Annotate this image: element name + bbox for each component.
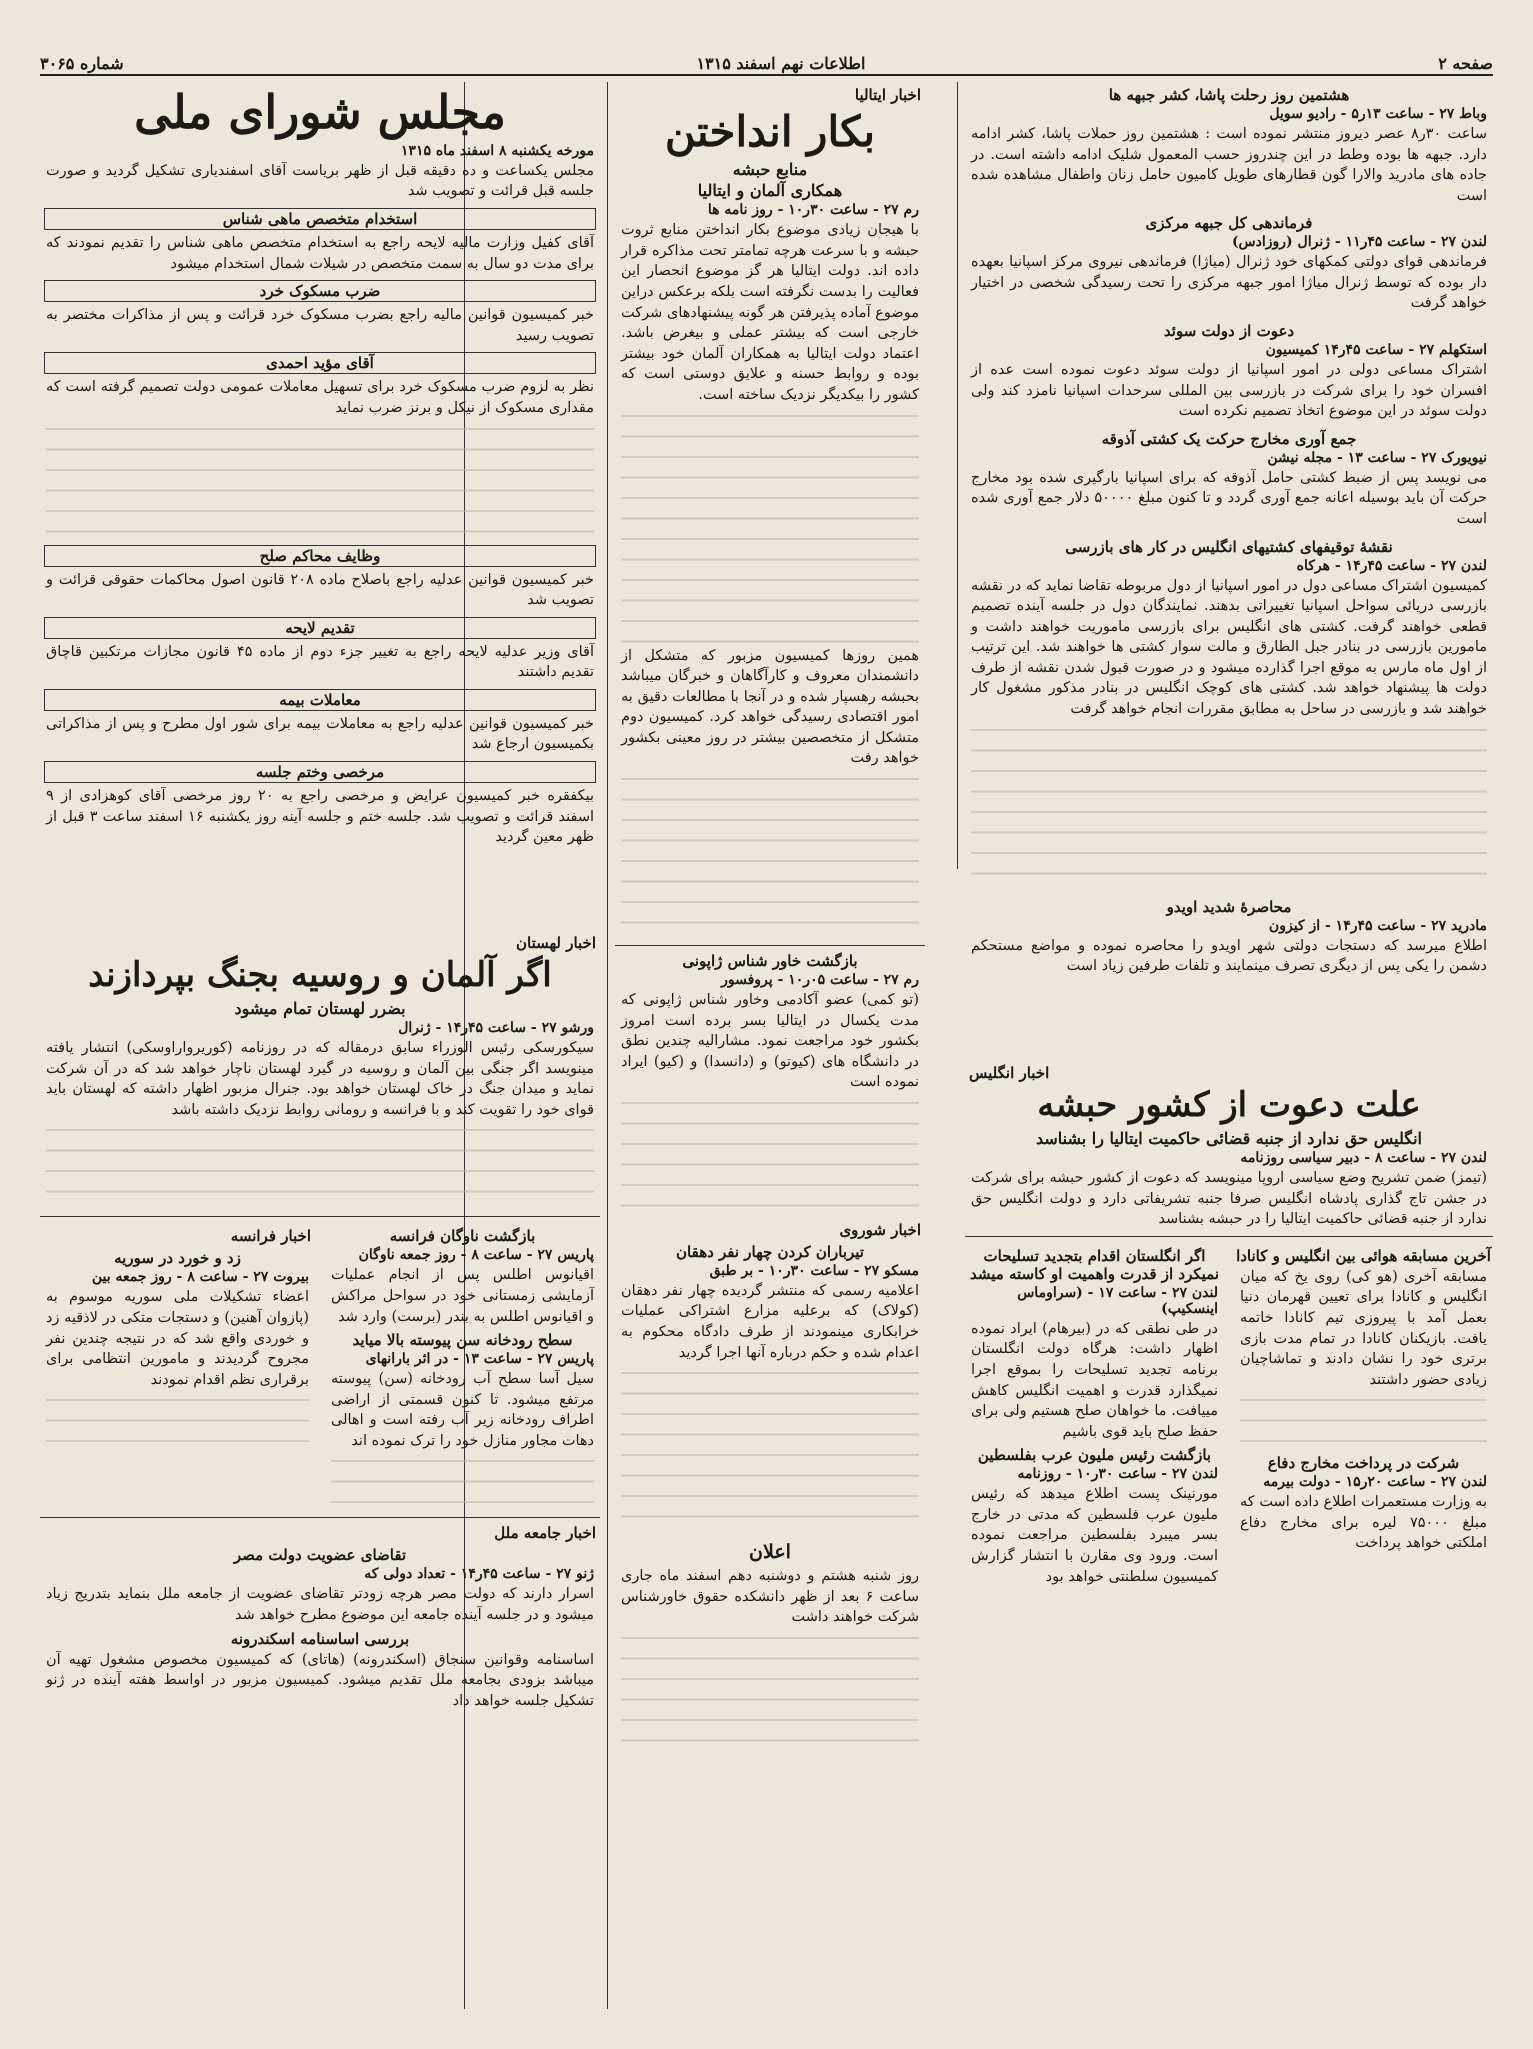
text-lines: [621, 769, 919, 939]
two-column-block: [40, 1223, 600, 1511]
article-body: اساسنامه وقوانین سنجاق (اسکندرونه) (هاتاى) که کمیسیون مخصوص مشغول تهیه آن میباشد بزودی بجامعه ملل تقدیم میشود. کمیسیون مزبور در اواسط هفته آینده در ژنو تشکیل جلسه خواهد داد: [46, 1651, 594, 1709]
article-dateline: ژنو ۲۷ - ساعت ۴۵ر۱۴ - تعداد دولی که: [364, 1566, 594, 1583]
article-dateline: مسکو ۲۷ - ساعت ۳۰ر۱۰ - بر طبق: [709, 1262, 919, 1279]
article-body: ساعت ۳۰ر۸ عصر دیروز منتشر نموده است : هشتمین روز حملات پاشا، کشر ادامه دارد. جبهه ها بوده وطط در این چندروز حسب المعمول شلیک ادامه داشته است. در جاده های مادرید والارا گون قطارهای طویل کامیون حامل زنان واطفال مشاهده شده است: [971, 126, 1487, 204]
section-kicker: اخبار ایتالیا: [854, 86, 921, 104]
article-body: اسرار دارند که دولت مصر هرچه زودتر تقاضای عضویت از جامعه ملل بنماید بتدریج زیاد میشود و در جلسه آینده جامعه این موضوع مطرح خواهد شد: [46, 1586, 594, 1624]
article-title: زد و خورد در سوریه: [114, 1249, 241, 1268]
article-body: اشتراک مساعی دولی در امور اسپانیا از دولت سوئد دعوت نموده است عده از افسران خود را برای شرکت در بازرسی بین المللی سرحدات اسپانیا نامزد کند ولی دولت سوئد در این موضوع اتخاذ تصمیم نکرده است: [971, 362, 1487, 420]
article-title: بازگشت رئیس ملیون عرب بفلسطین: [977, 1446, 1212, 1465]
section-box: وظایف محاکم صلح: [44, 545, 596, 567]
article-dateline: رم ۲۷ - ساعت ۳۰ر۱۰ - روز نامه ها: [707, 202, 919, 219]
section-box: مرخصی وختم جلسه: [44, 761, 596, 783]
article-dateline: لندن ۲۷ - ساعت ۴۵ر۱۱ - ژنرال (روزادس): [1231, 234, 1487, 251]
article-body: خبر کمیسیون قوانین عدلیه راجع باصلاح ماده ۲۰۸ قانون اصول محاکمات حقوقی قرائت و تصویب شد: [46, 571, 594, 609]
text-lines: [621, 1363, 919, 1533]
paper-dateline: اطلاعات نهم اسفند ۱۳۱۵: [696, 53, 866, 73]
article-dateline: لندن ۲۷ - ساعت ۱۷ - (سراوماس اینسکیپ): [1017, 1284, 1218, 1317]
text-lines: [331, 1451, 594, 1511]
article-body: اعضاء تشکیلات ملی سوریه موسوم به (پازوان آهنین) و دستجات متکی در لاذقیه زد و خوردی واقع شد که در نتیجه چندین نفر مجروح گردیدند و مامورین انتظامی برای برقراری نظم اقدام نمودند: [46, 1289, 309, 1388]
text-lines: [46, 1120, 594, 1210]
article-dateline: لندن ۲۷ - ساعت ۴۵ر۱۴ - هرکاه: [1296, 557, 1487, 574]
notice-title: اعلان: [749, 1541, 791, 1564]
article-title: جمع آوری مخارج حرکت یک کشتی آذوقه: [1101, 429, 1357, 448]
section-kicker: اخبار فرانسه: [230, 1227, 311, 1246]
article-dateline: پاریس ۲۷ - ساعت ۱۳ - در اثر بارانهای: [365, 1351, 594, 1368]
subheadline: بضرر لهستان تمام میشود: [234, 999, 406, 1019]
article-body: آقای کفیل وزارت مالیه لایحه راجع به استخدام متخصص ماهی شناس را تقدیم نمودند که برای مدت دو سال به سمت متخصص در شیلات شمال استخدام میشود: [46, 235, 594, 272]
section-box: استخدام متخصص ماهی شناس: [44, 208, 596, 230]
article-body: اقیانوس اطلس پس از انجام عملیات آزمایشی زمستانی خود در سواحل مراکش و اقیانوس اطلس به بندر (برست) وارد شد: [331, 1267, 594, 1325]
article-body: به وزارت مستعمرات اطلاع داده است که مبلغ ۷۵۰۰۰ لیره برای مخارج دفاع املکتی خواهد پرداخت: [1240, 1494, 1487, 1552]
article-dateline: پاریس ۲۷ - ساعت ۸ - روز جمعه ناوگان: [358, 1247, 594, 1264]
article-title: فرماندهی کل جبهه مرکزی: [1145, 214, 1313, 233]
section-box: آقای مؤید احمدی: [44, 352, 596, 374]
article-body: کمیسیون اشتراک مساعی دول در امور اسپانیا از دول مربوطه تقاضا نماید که در نقشه بازرسی دریائی سواحل اسپانیا تغییراتی بدهند. نمایندگان دول در جلسه آینده تصمیم قطعی خواهند گرفت. کشتی های انگلیس برای بازرسی ماموریت خواهند داشت و مامورین بازرسی در بنادر جبل الطارق و مالت سوار کشتی ها خواهند شد. این ترتیب از اول ماه مارس به موقع اجرا گذارده میشود و در صورت قبول شدن نقشه از طرف دولت ها پیشنهاد خواهد شد. کشتی های کوچک انگلیس در بنادر مذکور مشغول کار خواهند شد و بازرسی در ساحل به مطابق مقررات انجام خواهد گرفت: [971, 577, 1487, 717]
sub-column: [965, 1243, 1224, 1587]
article: [965, 214, 1493, 314]
text-lines: [621, 1093, 919, 1213]
text-lines: [621, 1628, 919, 1748]
article-dateline: مادرید ۲۷ - ساعت ۴۵ر۱۴ - از کیزون: [1268, 917, 1487, 934]
text-lines: [1240, 1390, 1487, 1450]
article-dateline: ورشو ۲۷ - ساعت ۴۵ر۱۴ - ژنرال: [398, 1020, 594, 1037]
article-dateline: لندن ۲۷ - ساعت ۳۰ر۱۰ - روزنامه: [1017, 1466, 1218, 1483]
article-body: (تیمز) ضمن تشریح وضع سیاسی اروپا مینویسد که دعوت از کشور حبشه برای شرکت در جشن تاج گذاری پادشاه انگلیس صرفا جنبه تشریفاتی دارد و دولت انگلیس حق ندارد از جنبه قضائی حاکمیت ایتالیا را در حبشه بشناسد: [971, 1170, 1487, 1228]
article-body: مسابقه آخری (هو کی) روی یخ که میان انگلیس و کانادا برای تعیین قهرمان دنیا بعمل آمد با پیروزی تیم کانادا خاتمه یافت. بازیکنان کانادا در تمام مدت بازی برتری خود را نشان دادند و تماشاچیان زیادی حضور داشتند: [1240, 1268, 1487, 1388]
article-title: محاصرهٔ شدید اویدو: [1166, 897, 1292, 916]
lower-left-section: [40, 930, 600, 2009]
two-column-block: [965, 1243, 1493, 1587]
article-body: می نویسد پس از ضبط کشتی حامل آذوقه که برای اسپانیا بارگیری شده بود مخارج حرکت آن باید بوسیله اعانه جمع آوری گردد و تا کنون مبلغ ۵۰۰۰۰ دلار جمع آوری شده است: [971, 469, 1487, 527]
article: [615, 1243, 925, 1533]
article-dateline: نیویورک ۲۷ - ساعت ۱۳ - مجله نیشن: [1267, 449, 1487, 466]
article-body: سیکورسکی رئیس الوزراء سابق درمقاله که در روزنامه (کوریرواراوسکی) انتشار یافته مینویسد اگر جنگی بین آلمان و روسیه در گیرد لهستان ناچار خواهد شد که در آن شرکت نماید و میدان جنگ در خاک لهستان خواهد بود. جنرال مزبور اظهار داشته که لهستان باید قوای خود را تقویت کند و با فرانسه و رومانی روابط نزدیک داشته باشد: [46, 1040, 594, 1118]
article-title: آخرین مسابقه هوائی بین انگلیس و کانادا: [1236, 1246, 1491, 1265]
article-title: تیرباران کردن چهار نفر دهقان: [676, 1242, 864, 1261]
article-title: هشتمین روز رحلت پاشا، کشر جبهه ها: [1108, 86, 1350, 104]
section-box: تقدیم لایحه: [44, 617, 596, 639]
left-column: [40, 82, 600, 939]
section-box: معاملات بیمه: [44, 689, 596, 711]
article-body: سیل آسا سطح آب رودخانه (سن) پیوسته مرتفع میشود. تا کنون قسمتی از اراضی اطراف رودخانه زیر آب رفته است و اهالی دهات مجاور منازل خود را ترک نموده اند: [331, 1371, 594, 1449]
article-dateline: بیروت ۲۷ - ساعت ۸ - روز جمعه بین: [91, 1269, 309, 1286]
article-dateline: رم ۲۷ - ساعت ۰۵ر۱۰ - پروفسور: [721, 971, 919, 988]
divider: [40, 1517, 600, 1518]
column-rule: [957, 82, 958, 869]
article: [965, 322, 1493, 422]
sub-column: [1234, 1243, 1493, 1587]
article-title: سطح رودخانه سن پیوسته بالا میاید: [352, 1331, 573, 1350]
subheadline: انگلیس حق ندارد از جنبه قضائی حاکمیت ایتالیا را بشناسد: [1035, 1129, 1422, 1149]
headline: مجلس شورای ملی: [134, 85, 506, 139]
article-body: همین روزها کمیسیون مزبور که متشکل از دانشمندان معروف و کارآگاهان و خبرگان میباشد بحبشه رهسپار شده و در آنجا با مطالعات دقیق به امور اقتصادی رسیدگی خواهد کرد. کمیسیون دوم متشکل از متخصصین بیشتر در روز معینی بکشور خواهد رفت: [621, 647, 919, 767]
headline: بکار انداختن: [664, 107, 876, 156]
article-title: بازگشت خاور شناس ژاپونی: [682, 951, 858, 970]
article: [965, 86, 1493, 206]
sub-column: [325, 1223, 600, 1511]
article-body: بیکفقره خبر کمیسیون عرایض و مرخصی راجع به ۲۰ روز مرخصی آقای کوهزادی از ۹ اسفند قرائت و تصویب شد. جلسه ختم و جلسه آینه روز یکشنبه ۱۶ اسفند ساعت ۳ قبل از ظهر معین گردید: [46, 787, 594, 846]
article-dateline: استکهلم ۲۷ - ساعت ۴۵ر۱۴ کمیسیون: [1265, 342, 1487, 359]
article-body: با هیجان زیادی موضوع بکار انداختن منابع ثروت حبشه و با سرعت هرچه تمامتر تحت مذاکره قرار داده اند. دولت ایتالیا هر گز موضوع انحصار این فعالیت را بدست نگرفته است بلکه برعکس دراین موضوع آماده پذیرفتن هر گونه پیشنهادهای شرکت خارجی است که بیشتر عملی و بیغرض باشد. اعتماد دولت ایتالیا به همکاران آلمان خود بیشتر بوده و روابط حسنه و علایق دوستی است که کشور را بیکدیگر نزدیک ساخته است.: [621, 222, 919, 403]
article: [965, 538, 1493, 890]
article-dateline: وباط ۲۷ - ساعت ۱۳ر۵ - رادیو سویل: [1269, 106, 1487, 122]
divider: [965, 1236, 1493, 1237]
article-title: بازگشت ناوگان فرانسه: [389, 1227, 536, 1246]
article-body: خبر کمیسیون قوانین مالیه راجع بضرب مسکوک خرد قرائت و پس از مذاکرات مختصر به تصویب رسید: [46, 307, 594, 344]
article-dateline: لندن ۲۷ - ساعت ۲۰ر۱۵ - دولت بیرمه: [1263, 1474, 1487, 1491]
text-lines: [971, 720, 1487, 890]
article-title: اگر انگلستان اقدام بتجدید تسلیحات نمیکرد از قدرت واهمیت او کاسته میشد: [969, 1246, 1220, 1283]
divider: [40, 1216, 600, 1217]
article-body: (تو کمی) عضو آکادمی وخاور شناس ژاپونی که مدت یکسال در ایتالیا بسر برده است امروز بکشور خود مراجعت نمود. مشارالیه چندین نطق در دانشگاه های (کیوتو) و (دانسدا) و (کیو) ایراد نموده است: [621, 991, 919, 1091]
article-title: شرکت در پرداخت مخارج دفاع: [1267, 1454, 1460, 1473]
right-column: [965, 82, 1493, 1069]
text-lines: [46, 419, 594, 539]
text-lines: [46, 1390, 309, 1450]
article: [615, 952, 925, 1213]
article-body: آقای وزیر عدلیه لایحه راجع به تغییر جزء دوم از ماده ۴۵ قانون مجازات مرتکبین قاچاق تقدیم داشتند: [46, 643, 594, 681]
article-body: فرماندهی قوای دولتی کمکهای خود ژنرال (میاژا) فرماندهی نیروی مرکز اسپانیا بعهده دار بوده که توسط ژنرال میاژا امور جبهه مرکزی را تحت رسیدگی شخصی در اختیار خواهد گرفت: [971, 254, 1487, 312]
article-title: تقاضای عضویت دولت مصر: [233, 1546, 407, 1565]
article-title: نقشهٔ توقیفهای کشتیهای انگلیس در کار های بازرسی: [1065, 537, 1393, 556]
article-dateline: مورخه یکشنبه ۸ اسفند ماه ۱۳۱۵: [400, 142, 594, 159]
article-body: اعلامیه رسمی که منتشر گردیده چهار نفر دهقان (کولاک) که برعلیه مزارع اشتراکی عملیات خرابکاری مینمودند از طرف دادگاه محکوم به اعدام شده و حکم درباره آنها اجرا گردید: [621, 1282, 919, 1361]
article-title: بررسی اساسنامه اسکندرونه: [230, 1629, 410, 1648]
middle-column: [615, 82, 925, 2009]
masthead: [40, 52, 1493, 76]
article-body: نظر به لزوم ضرب مسکوک خرد برای تسهیل معاملات عمومی دولت تصمیم گرفته است که مقداری مسکوک از نیکل و برنز ضرب نماید: [46, 379, 594, 416]
subheadline: همکاری آلمان و ایتالیا: [697, 181, 843, 201]
subheadline: منابع حبشه: [732, 160, 808, 180]
article-body: خبر کمیسیون قوانین عدلیه راجع به معاملات بیمه برای شور اول مطرح و پس از مذاکراتی بکمیسیون ارجاع شد: [46, 715, 594, 753]
column-rule: [607, 82, 608, 2009]
article: [965, 430, 1493, 530]
page-label: صفحه ۲: [1438, 53, 1493, 73]
article-dateline: لندن ۲۷ - ساعت ۸ - دبیر سیاسی روزنامه: [1240, 1150, 1487, 1167]
notice-body: روز شنبه هشتم و دوشنبه دهم اسفند ماه جاری ساعت ۶ بعد از ظهر دانشکده حقوق خاورشناس شرکت خواهند داشت: [621, 1568, 919, 1626]
headline: اگر آلمان و روسیه بجنگ بپردازند: [88, 955, 552, 995]
article-title: دعوت از دولت سوئد: [1163, 322, 1295, 341]
article-body: اطلاع میرسد که دستجات دولتی شهر اویدو را محاصره نموده و مواضع مستحکم دشمن را یکی پس از دیگری تصرف مینمایند و تلفات طرفین زیاد است: [971, 937, 1487, 975]
sub-column: [40, 1223, 315, 1511]
article-body: در طی نطقی که در (بیرهام) ایراد نموده اظهار داشت: هرگاه دولت انگلستان برنامه تجدید تسلیحات را بموقع اجرا نمیگذارد قدرت و اهمیت انگلیس کاهش مییافت. ما خواهان صلح هستیم ولی برای حفظ صلح باید قوی باشیم: [971, 1320, 1218, 1440]
section-kicker: اخبار لهستان: [516, 934, 596, 952]
lower-right-section: [965, 1060, 1493, 2009]
section-kicker: اخبار شوروی: [839, 1220, 921, 1239]
headline: علت دعوت از کشور حبشه: [1037, 1085, 1421, 1125]
section-box: ضرب مسکوک خرد: [44, 280, 596, 302]
section-kicker: اخبار جامعه ملل: [494, 1524, 596, 1543]
text-lines: [621, 406, 919, 646]
divider: [615, 945, 925, 946]
section-kicker: اخبار انگلیس: [969, 1064, 1050, 1082]
article-body: مورنینک پست اطلاع میدهد که رئیس ملیون عرب فلسطین که مدتی در خارج بسر میبرد بفلسطین مراجعت نموده است. ورود وی مقارن با انتشار گزارش کمیسیون سلطنتی خواهد بود: [971, 1486, 1218, 1585]
article-body: مجلس یکساعت و ده دقیقه قبل از ظهر بریاست آقای اسفندیاری تشکیل گردید و صورت جلسه قبل قرائت و تصویب شد: [46, 162, 594, 200]
issue-number: شماره ۳۰۶۵: [40, 53, 124, 73]
article: [965, 898, 1493, 977]
